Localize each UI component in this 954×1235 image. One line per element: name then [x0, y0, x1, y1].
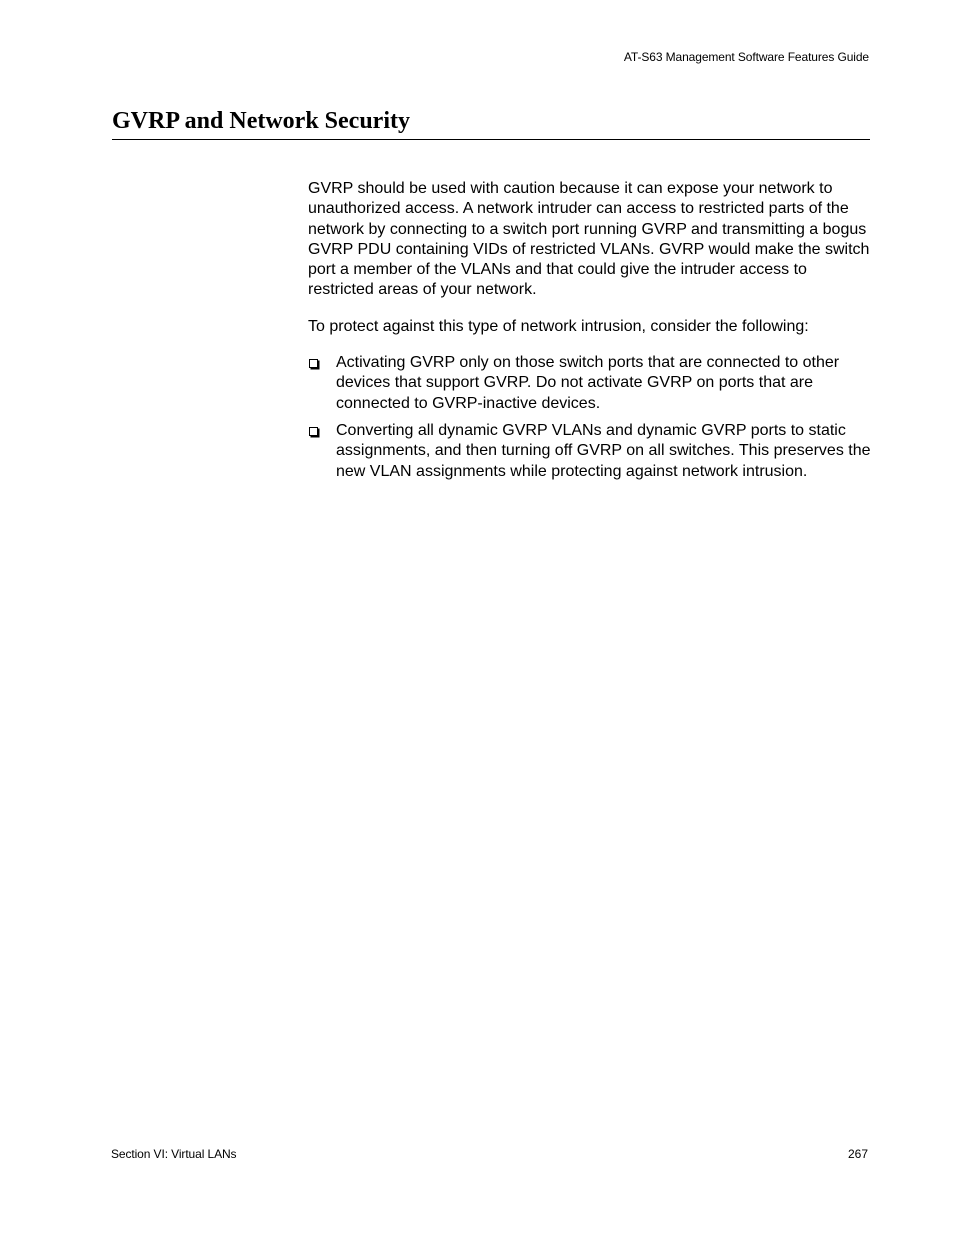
list-item: [308, 421, 873, 482]
footer-section-label: Section VI: Virtual LANs: [111, 1147, 237, 1161]
running-header: AT-S63 Management Software Features Guide: [623, 50, 869, 64]
list-item: [308, 353, 873, 414]
recommendation-list: [308, 353, 873, 482]
footer-page-number: 267: [847, 1147, 868, 1161]
list-item-text: Activating GVRP only on those switch ports that are connected to other devices that support GVRP. Do not activate GVRP on ports that are connected to GVRP-inactive devices.: [336, 354, 840, 412]
lead-in-paragraph: To protect against this type of network intrusion, consider the following:: [308, 317, 809, 335]
list-item-text: Converting all dynamic GVRP VLANs and dynamic GVRP ports to static assignments, and then turning off GVRP on all switches. This preserves the new VLAN assignments while protecting against network intrusion.: [336, 421, 871, 480]
checkbox-bullet-icon: [309, 427, 318, 436]
intro-paragraph: GVRP should be used with caution because it can expose your network to unauthorized access. A network intruder can access to restricted parts of the network by connecting to a switch port running GVRP and transmitting a bogus GVRP PDU containing VIDs of restricted VLANs. GVRP would make the switch port a member of the VLANs and that could give the intruder access to restricted areas of your network.: [308, 180, 870, 299]
body-text: [308, 179, 873, 489]
checkbox-bullet-icon: [309, 359, 318, 368]
section-heading: GVRP and Network Security: [112, 107, 870, 140]
